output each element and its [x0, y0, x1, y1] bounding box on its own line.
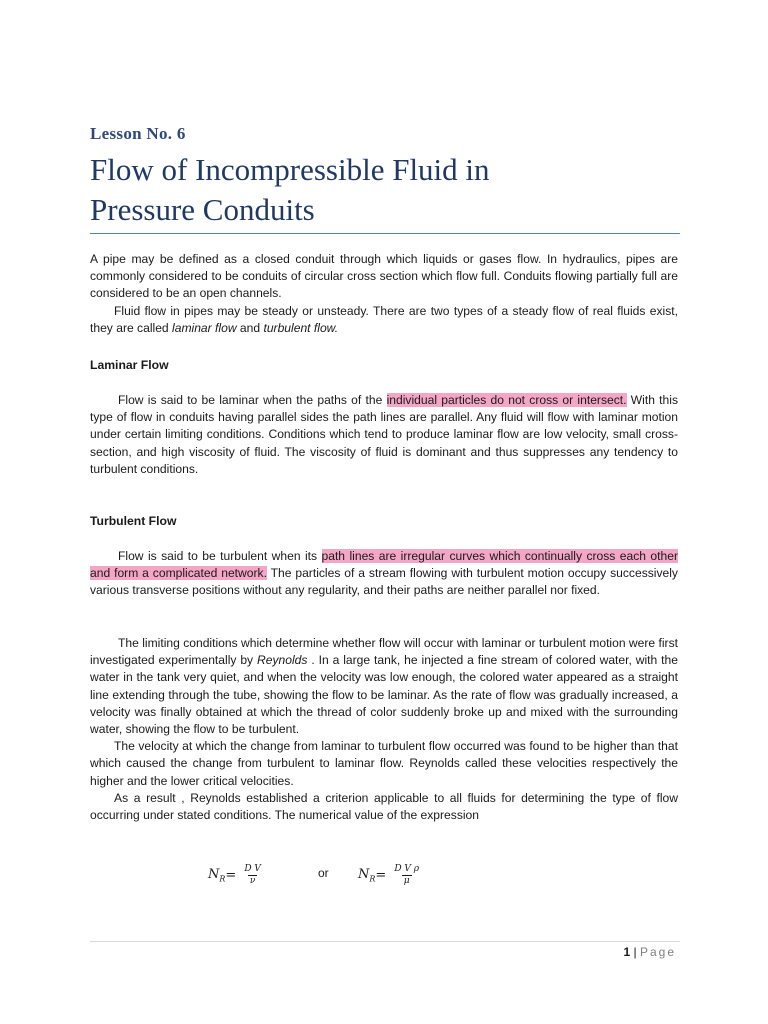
lesson-label: Lesson No. 6: [90, 124, 186, 143]
formula-2-n: N: [358, 866, 370, 882]
limit-text-b: . In a large tank, he injected a fine stream of colored water, with the water in the tank very quiet, and when the velocity was low enough, the colored water appeared as a straight line extending through the tube, showing the flow to be laminar. As the rate of flow was gradually increased, a velocity was finally obtained at which the thread of color suddenly broke up and mixed with the surrounding water, showing the flow to be turbulent.: [90, 653, 678, 737]
formula-2-numerator: D V ρ: [394, 863, 420, 874]
page-footer: [623, 945, 676, 959]
laminar-text-b: With this type of flow in conduits having parallel sides the path lines are parallel. Any fluid will flow with laminar motion under certain limiting conditions. Conditions which tend to produce laminar flow are low velocity, small cross-section, and high viscosity of fluid. The viscosity of fluid is dominant and thus suppresses any tendency to turbulent conditions.: [90, 393, 679, 476]
laminar-flow-term: laminar flow: [172, 320, 237, 335]
formula-1-numerator: D V: [244, 863, 261, 874]
intro-section: [90, 251, 678, 337]
reynolds-term: Reynolds: [257, 653, 308, 668]
formula-1-sub: R: [219, 874, 226, 884]
formula-1-denominator: ν: [249, 875, 256, 886]
reynolds-formula-2: [358, 858, 421, 892]
velocity-paragraph: The velocity at which the change from laminar to turbulent flow occurred was found to be higher than that which caused the change from turbulent to laminar flow. Reynolds called these velocities respectively the higher and the lower critical velocities.: [90, 739, 678, 788]
turbulent-flow-term: turbulent flow.: [263, 320, 339, 335]
title-divider: [90, 233, 680, 234]
laminar-text-a: Flow is said to be laminar when the paths of the: [118, 393, 387, 407]
laminar-section: [90, 392, 678, 478]
formula-2-fraction: [392, 864, 421, 887]
laminar-highlight: individual particles do not cross or intersect.: [386, 393, 627, 407]
page-separator: |: [630, 945, 640, 959]
intro-text-and: and: [236, 320, 264, 335]
reynolds-formula-1: [208, 858, 263, 892]
laminar-paragraph: [90, 392, 678, 478]
title-line-2: Pressure Conduits: [90, 192, 315, 227]
page-word: Page: [639, 945, 676, 959]
formula-2-sub: R: [369, 874, 376, 884]
limit-text-a: The limiting conditions which determine whether flow will occur with laminar or turbulent motion were first investigated experimentally by: [90, 636, 678, 668]
laminar-heading: Laminar Flow: [90, 358, 169, 372]
reynolds-section: [90, 635, 678, 824]
formula-2-denominator: μ: [403, 875, 410, 886]
formula-2-lhs: [358, 867, 375, 884]
title-line-1: Flow of Incompressible Fluid in: [90, 152, 490, 187]
formula-1-equals: =: [225, 867, 237, 883]
formula-1-lhs: [208, 867, 225, 884]
result-paragraph: As a result , Reynolds established a criterion applicable to all fluids for determining the type of flow occurring under stated conditions. The numerical value of the expression: [90, 790, 678, 823]
intro-paragraph-2: [90, 303, 678, 337]
turbulent-highlight: path lines are irregular curves which continually cross each other and form a complicated network.: [90, 549, 678, 581]
turbulent-paragraph: [90, 548, 678, 600]
turbulent-text-b: The particles of a stream flowing with turbulent motion occupy successively various transverse positions without any regularity, and their paths are neither parallel nor fixed.: [90, 566, 678, 598]
footer-divider: [90, 941, 680, 942]
formula-1-fraction: [242, 864, 263, 887]
turbulent-text-a: Flow is said to be turbulent when its: [118, 549, 322, 563]
turbulent-section: [90, 548, 678, 600]
formula-2-equals: =: [375, 867, 387, 883]
page-title: [90, 150, 690, 230]
turbulent-heading: Turbulent Flow: [90, 514, 177, 528]
limiting-paragraph: [90, 635, 678, 738]
intro-text: Fluid flow in pipes may be steady or unsteady. There are two types of a steady flow of real fluids exist, they are called: [90, 303, 678, 335]
intro-paragraph-1: A pipe may be defined as a closed conduit through which liquids or gases flow. In hydraulics, pipes are commonly considered to be conduits of circular cross section which flow full. Conduits flowing partially full are considered to be an open channels.: [90, 252, 678, 301]
formula-1-n: N: [208, 866, 220, 882]
page-number: 1: [623, 945, 631, 959]
formula-or: or: [318, 866, 329, 880]
